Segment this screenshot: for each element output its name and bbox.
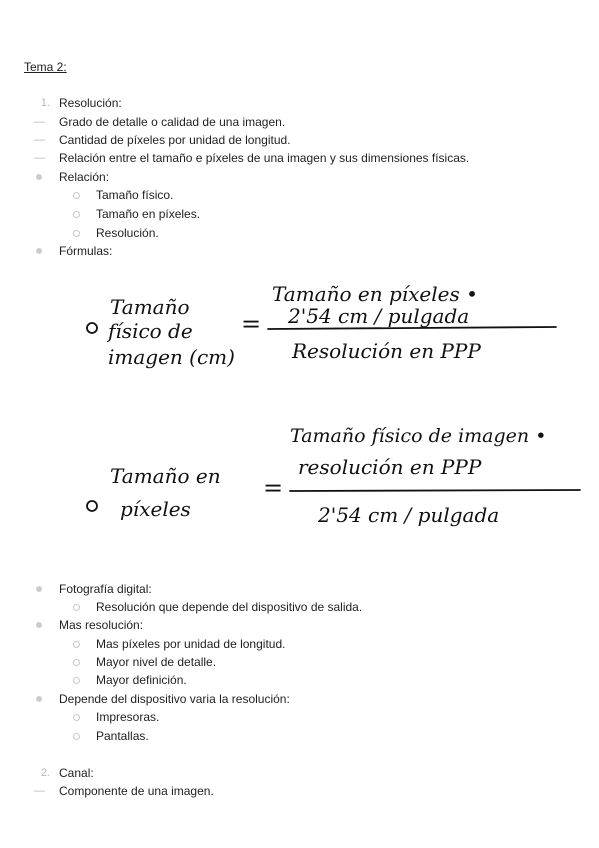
list-number: 1. — [40, 97, 50, 109]
sub-bullet-text: Mayor nivel de detalle. — [96, 655, 217, 669]
bullet-label: Fotografía digital: — [59, 582, 152, 596]
formula1-lhs-line1: Tamaño — [110, 295, 190, 319]
sub-bullet-text: Tamaño en píxeles. — [96, 207, 201, 221]
bullet-label: Relación: — [59, 170, 110, 184]
dash-marker: — — [34, 152, 45, 164]
formula1-equals: = — [241, 310, 262, 338]
dash-marker: — — [34, 116, 45, 128]
formula2-numerator-line2: resolución en PPP — [298, 455, 482, 479]
bullet-dot-icon — [36, 586, 42, 592]
sub-bullet-text: Mas píxeles por unidad de longitud. — [96, 637, 286, 651]
formula-bullet-icon — [87, 501, 97, 511]
dash-item-text: Cantidad de píxeles por unidad de longitud. — [59, 133, 291, 147]
dash-marker: — — [34, 134, 45, 146]
bullet-label: Mas resolución: — [59, 618, 144, 632]
formula1-numerator-line2: 2'54 cm / pulgada — [288, 304, 470, 328]
sub-bullet-text: Resolución que depende del dispositivo de salida. — [96, 600, 363, 614]
dash-item-text: Relación entre el tamaño e píxeles de una imagen y sus dimensiones físicas. — [59, 151, 470, 165]
circle-bullet-icon — [73, 714, 80, 721]
formula2-fraction-bar — [290, 490, 580, 491]
circle-bullet-icon — [73, 641, 80, 648]
sub-bullet-text: Pantallas. — [96, 729, 149, 743]
page-title: Tema 2: — [24, 60, 67, 74]
sub-bullet-text: Tamaño físico. — [96, 188, 174, 202]
formula1-numerator-line1: Tamaño en píxeles • — [272, 282, 478, 306]
section-heading: Canal: — [59, 766, 94, 780]
formula1-lhs-line3: imagen (cm) — [108, 345, 235, 369]
formula2-denominator: 2'54 cm / pulgada — [318, 503, 500, 527]
sub-bullet-text: Impresoras. — [96, 710, 160, 724]
formula2-equals: = — [263, 474, 284, 502]
sub-bullet-text: Resolución. — [96, 226, 159, 240]
sub-bullet-text: Mayor definición. — [96, 673, 187, 687]
formula2-lhs-line2: píxeles — [120, 497, 191, 521]
formula1-denominator: Resolución en PPP — [292, 339, 481, 363]
formula2-numerator-line1: Tamaño físico de imagen • — [290, 425, 547, 447]
circle-bullet-icon — [73, 677, 80, 684]
circle-bullet-icon — [73, 659, 80, 666]
bullet-dot-icon — [36, 622, 42, 628]
bullet-label: Depende del dispositivo varia la resolución: — [59, 692, 290, 706]
list-number: 2. — [40, 767, 50, 779]
formula-bullet-icon — [87, 323, 97, 333]
bullet-dot-icon — [36, 696, 42, 702]
formula-1 — [87, 282, 556, 369]
section-heading: Resolución: — [59, 96, 122, 110]
formula-2 — [87, 425, 580, 527]
formula1-lhs-line2: físico de — [108, 319, 193, 343]
bullet-label: Fórmulas: — [59, 244, 113, 258]
dash-item-text: Grado de detalle o calidad de una imagen. — [59, 115, 286, 129]
dash-item-text: Componente de una imagen. — [59, 784, 214, 798]
circle-bullet-icon — [73, 733, 80, 740]
circle-bullet-icon — [73, 604, 80, 611]
formula2-lhs-line1: Tamaño en — [110, 464, 221, 488]
dash-marker: — — [34, 785, 45, 797]
